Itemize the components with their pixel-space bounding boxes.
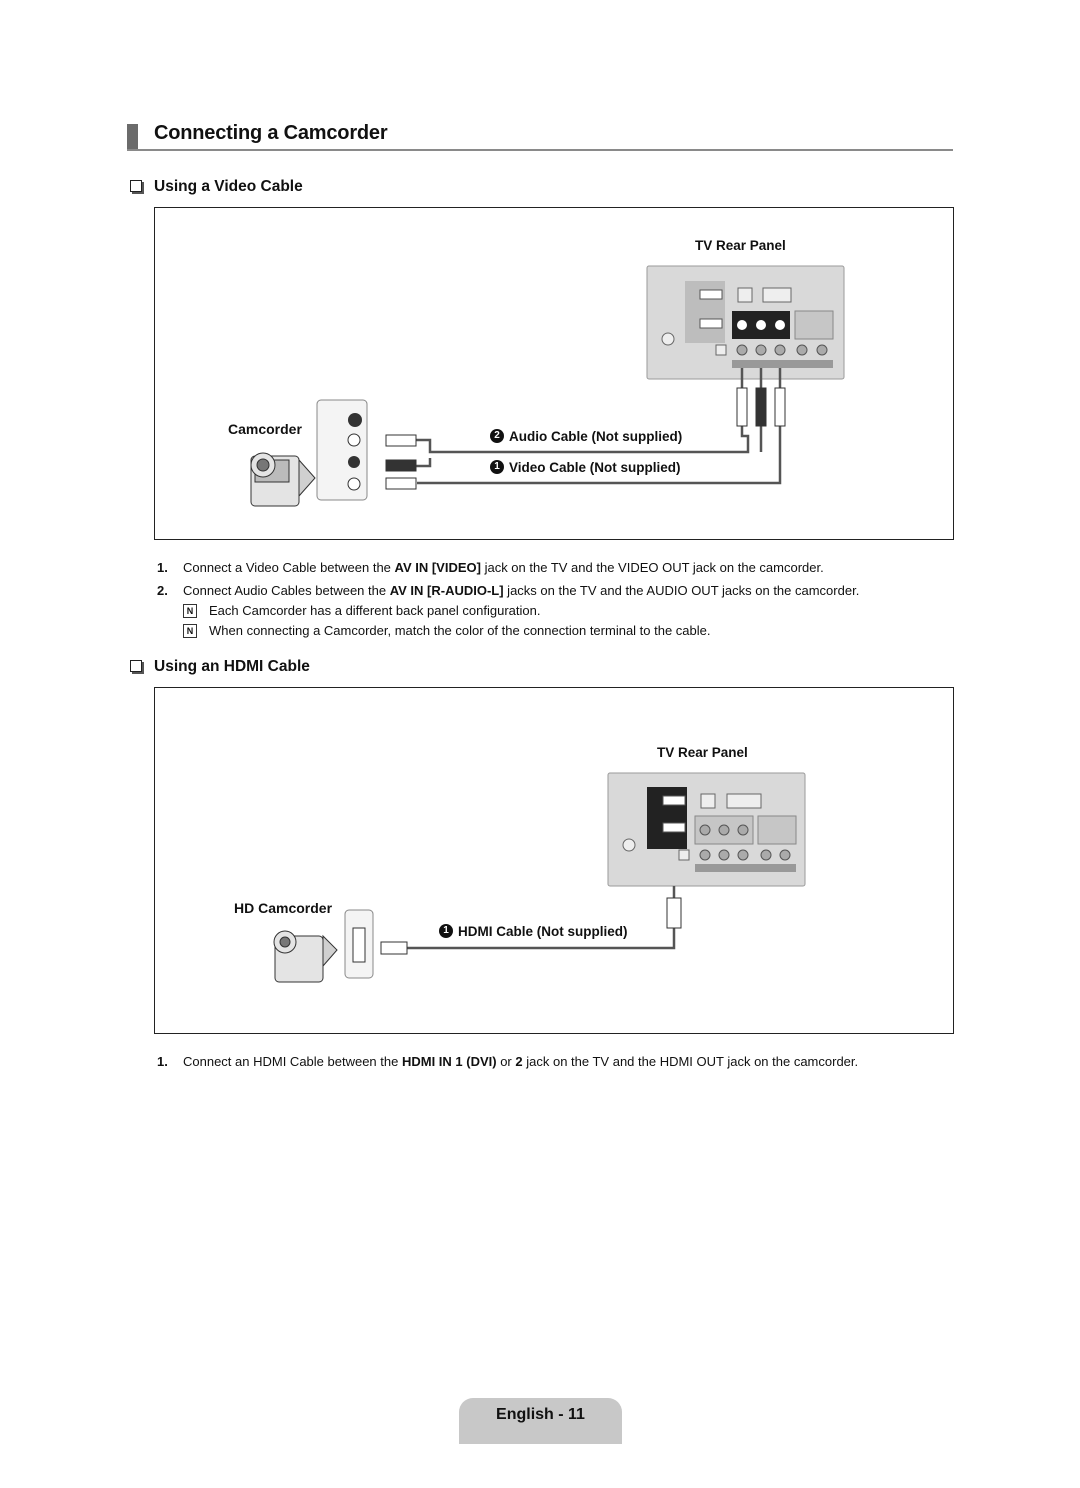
hdmi-cable-diagram: [154, 687, 954, 1034]
camcorder-graphic: [251, 453, 315, 506]
step-2-badge: 2: [490, 429, 504, 443]
tv-rear-panel-graphic: [647, 266, 844, 379]
hdmi-cable-label: 1 HDMI Cable (Not supplied): [439, 924, 628, 939]
hd-camcorder-jack-panel: [345, 910, 373, 978]
camcorder-jack-panel: [317, 400, 367, 500]
note-icon: N: [183, 604, 197, 618]
video-wiring-svg: [155, 208, 953, 539]
tv-rear-panel-label: TV Rear Panel: [695, 238, 786, 253]
checkbox-icon: [130, 660, 142, 672]
video-cable-diagram: [154, 207, 954, 540]
video-cable-heading: Using a Video Cable: [130, 178, 303, 196]
step-1-badge: 1: [490, 460, 504, 474]
section-marker: [127, 124, 138, 150]
page-number: English - 11: [496, 1406, 585, 1423]
hdmi-cable-heading: Using an HDMI Cable: [130, 658, 310, 676]
section-title: Connecting a Camcorder: [154, 122, 388, 144]
audio-cable-label: 2 Audio Cable (Not supplied): [490, 429, 682, 444]
hdmi-wiring-svg: [155, 688, 953, 1033]
section-divider: [127, 149, 953, 151]
step-1-badge: 1: [439, 924, 453, 938]
video-cable-label: 1 Video Cable (Not supplied): [490, 460, 681, 475]
note-icon: N: [183, 624, 197, 638]
hd-camcorder-label: HD Camcorder: [234, 900, 333, 916]
checkbox-icon: [130, 180, 142, 192]
camcorder-label: Camcorder: [228, 421, 302, 437]
tv-rear-panel-graphic: [608, 773, 805, 886]
hd-camcorder-graphic: [274, 931, 337, 982]
tv-rear-panel-label: TV Rear Panel: [657, 745, 748, 760]
